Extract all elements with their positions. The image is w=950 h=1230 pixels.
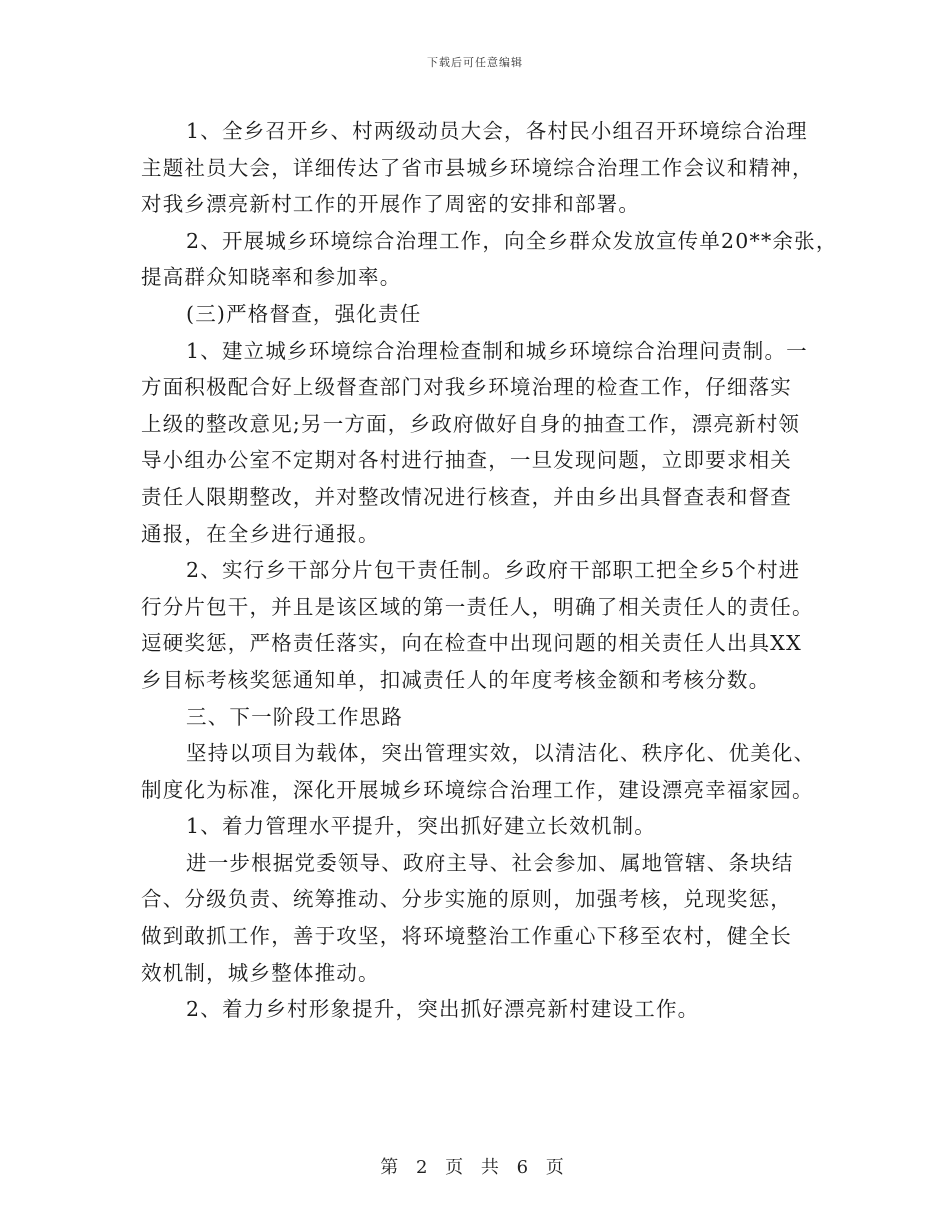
text-line: 逗硬奖惩，严格责任落实，向在检查中出现问题的相关责任人出具XX [141, 631, 802, 656]
text-line: 1、全乡召开乡、村两级动员大会，各村民小组召开环境综合治理 [186, 119, 808, 143]
text-line: 对我乡漂亮新村工作的开展作了周密的安排和部署。 [141, 192, 641, 217]
text-line: 导小组办公室不定期对各村进行抽查，一旦发现问题，立即要求相关 [141, 448, 792, 473]
text-line: 责任人限期整改，并对整改情况进行核查，并由乡出具督查表和督查 [141, 484, 792, 509]
page-header: 下载后可任意编辑 [427, 56, 523, 69]
text-line: 2、着力乡村形象提升，突出抓好漂亮新村建设工作。 [186, 997, 700, 1022]
text-line: 方面积极配合好上级督查部门对我乡环境治理的检查工作，仔细落实 [141, 375, 792, 400]
document-body [141, 113, 838, 1028]
text-line: 主题社员大会，详细传达了省市县城乡环境综合治理工作会议和精神， [141, 155, 814, 180]
text-line: 2、开展城乡环境综合治理工作，向全乡群众发放宣传单20**余张， [186, 228, 838, 253]
text-line: 上级的整改意见;另一方面，乡政府做好自身的抽查工作，漂亮新村领 [141, 411, 801, 436]
text-line: 1、着力管理水平提升，突出抓好建立长效机制。 [186, 814, 656, 839]
text-line: 效机制，城乡整体推动。 [141, 960, 380, 985]
text-line: 坚持以项目为载体，突出管理实效，以清洁化、秩序化、优美化、 [186, 741, 816, 766]
text-line: 1、建立城乡环境综合治理检查制和城乡环境综合治理问责制。一 [186, 338, 808, 363]
page-number: 第 2 页 共 6 页 [380, 1157, 570, 1178]
text-line: 三、下一阶段工作思路 [186, 704, 403, 729]
text-line: 进一步根据党委领导、政府主导、社会参加、属地管辖、条块结 [186, 850, 794, 875]
text-line: (三)严格督查，强化责任 [186, 301, 422, 326]
text-line: 合、分级负责、统筹推动、分步实施的原则，加强考核，兑现奖惩， [141, 887, 792, 912]
text-line: 提高群众知晓率和参加率。 [141, 265, 402, 290]
text-line: 做到敢抓工作，善于攻坚，将环境整治工作重心下移至农村，健全长 [141, 924, 792, 949]
text-line: 行分片包干，并且是该区域的第一责任人，明确了相关责任人的责任。 [141, 594, 814, 619]
text-line: 通报，在全乡进行通报。 [141, 521, 380, 546]
text-line: 乡目标考核奖惩通知单，扣减责任人的年度考核金额和考核分数。 [141, 667, 771, 692]
text-line: 制度化为标准，深化开展城乡环境综合治理工作，建设漂亮幸福家园。 [141, 777, 814, 802]
text-line: 2、实行乡干部分片包干责任制。乡政府干部职工把全乡5个村进 [186, 558, 801, 583]
